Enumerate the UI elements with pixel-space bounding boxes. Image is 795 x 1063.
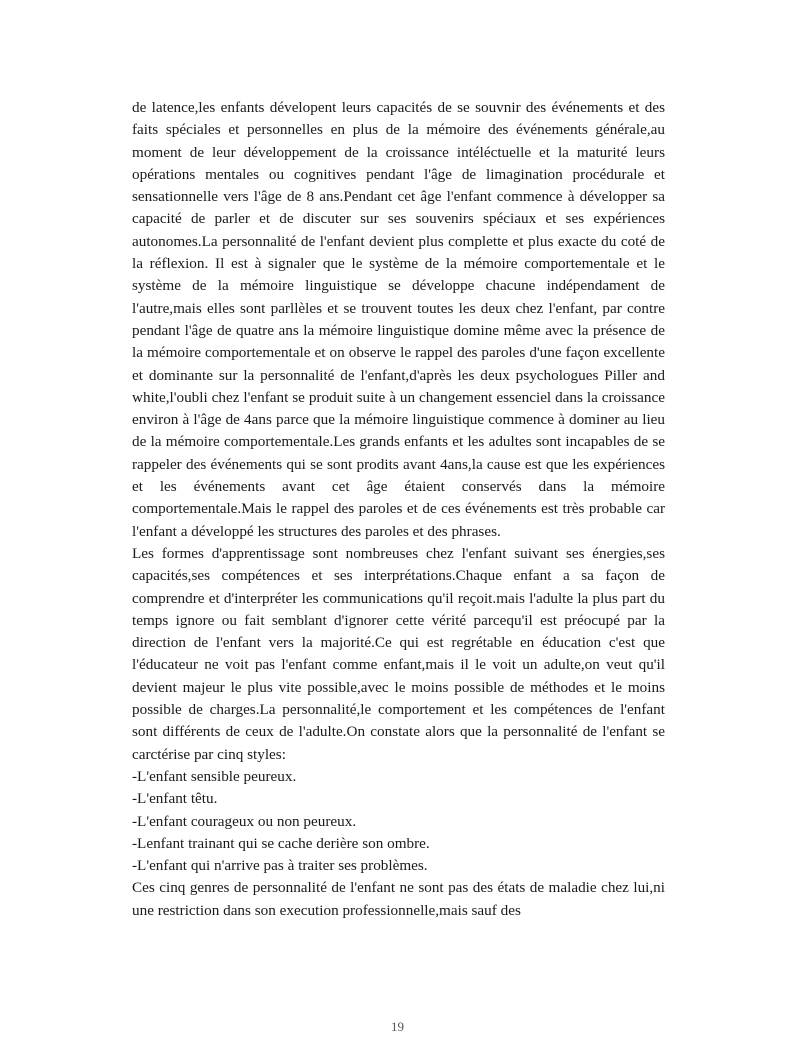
paragraph-closing: Ces cinq genres de personnalité de l'enfant ne sont pas des états de maladie chez lui,ni une restriction dans son execution professionnelle,mais sauf des: [132, 879, 665, 919]
paragraph-learning-forms: Les formes d'apprentissage sont nombreuses chez l'enfant suivant ses énergies,ses capacités,ses compétences et ses interprétations.Chaque enfant a sa façon de comprendre et d'interpréter les communications qu'il reçoit.mais l'adulte la plus part du temps ignore ou fait semblant d'ignorer cette vérité parcequ'il est préocupé par la direction de l'enfant vers la majorité.Ce qui est regrétable en éducation c'est que l'éducateur ne voit pas l'enfant comme enfant,mais il le voit un adulte,on veut qu'il devient majeur le plus vite possible,avec le moins possible de méthodes et le moins possible de charges.La personnalité,le comportement et les compétences de l'enfant sont différents de ceux de l'adulte.On constate alors que la personnalité de l'enfant se carctérise par cinq styles:: [132, 544, 665, 763]
list-item: -L'enfant qui n'arrive pas à traiter ses problèmes.: [132, 857, 428, 875]
paragraph-memory-development: de latence,les enfants dévelopent leurs capacités de se souvnir des événements et des faits spéciales et personnelles en plus de la mémoire des événements générale,au moment de leur développement de la croissance intéléctuelle et la maturité leurs opérations mentales ou cognitives pendant l'âge de limagination procédurale et sensationnelle vers l'âge de 8 ans.Pendant cet âge l'enfant commence à développer sa capacité de parler et de discuter sur ses souvenirs spéciaux et ses expériences autonomes.La personnalité de l'enfant devient plus complette et plus exacte du coté de la réflexion. Il est à signaler que le système de la mémoire comportementale et le système de la mémoire linguistique se développe chacune indépendament de l'autre,mais elles sont parllèles et se trouvent toutes les deux chez l'enfant, par contre pendant l'âge de quatre ans la mémoire linguistique domine même avec la présence de la mémoire comportementale et on observe le rappel des paroles d'une façon excellente et dominante sur la personnalité de l'enfant,d'après les deux psychologues Piller and white,l'oubli chez l'enfant se produit suite à un changement essenciel dans la croissance environ à l'âge de 4ans parce que la mémoire linguistique commence à dominer au lieu de la mémoire comportementale.Les grands enfants et les adultes sont incapables de se rappeler des événements qui se sont prodits avant 4ans,la cause est que les expériences et les événements avant cet âge étaient conservés dans la mémoire comportementale.Mais le rappel des paroles et de ces événements est très probable car l'enfant a développé les structures des paroles et des phrases.: [132, 99, 665, 540]
page-number: 19: [391, 1019, 404, 1034]
list-item: -L'enfant courageux ou non peureux.: [132, 812, 357, 830]
personality-styles-list: [132, 766, 665, 877]
list-item: -L'enfant têtu.: [132, 790, 218, 808]
list-item: -Lenfant trainant qui se cache derière son ombre.: [132, 834, 430, 852]
body-text: [132, 97, 665, 922]
list-item: -L'enfant sensible peureux.: [132, 767, 297, 785]
